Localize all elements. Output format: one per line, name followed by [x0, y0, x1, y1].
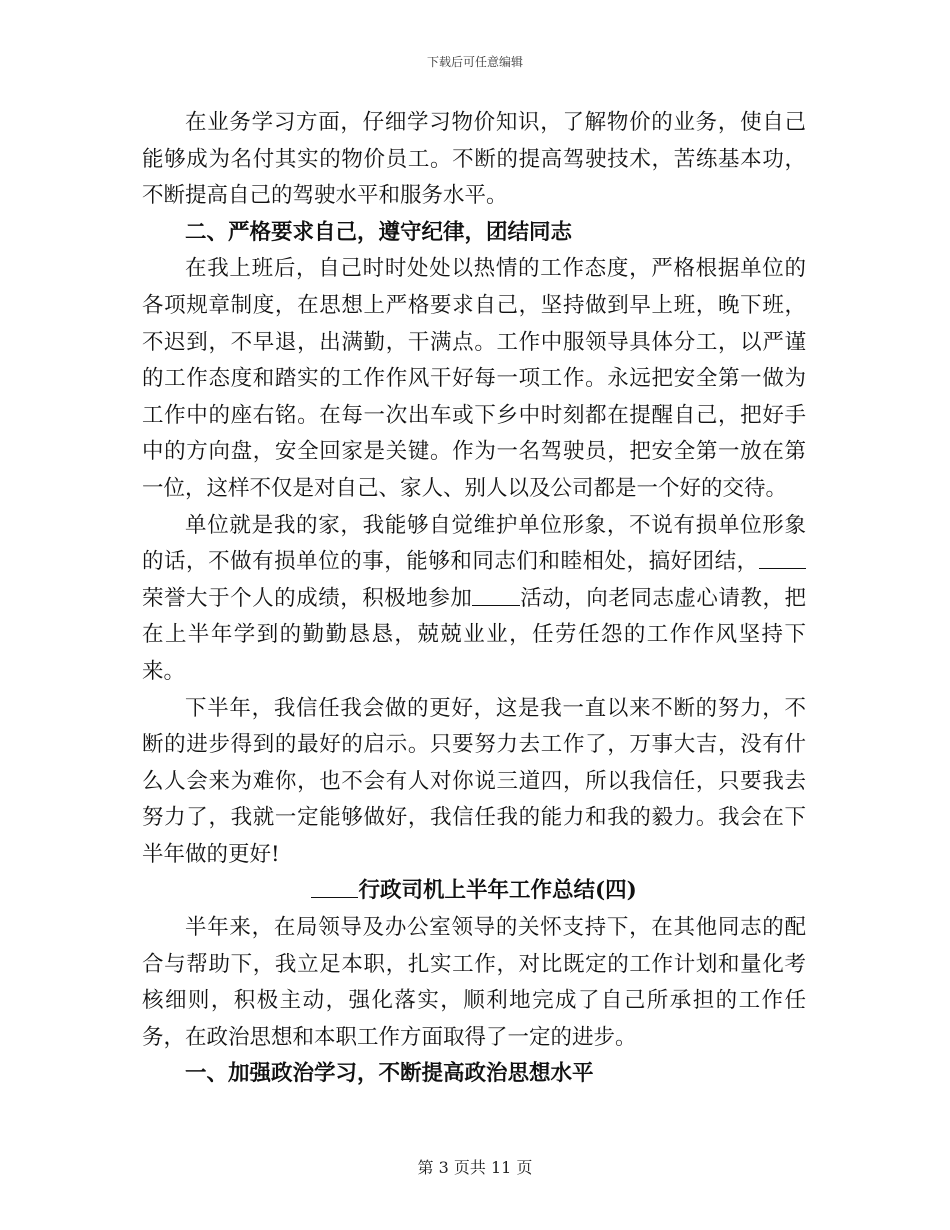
paragraph-business-study: 在业务学习方面，仔细学习物价知识，了解物价的业务，使自己能够成为名付其实的物价员工。不断的提高驾驶技术，苦练基本功，不断提高自己的驾驶水平和服务水平。	[142, 110, 806, 209]
paragraph-unit-image-part-3: 活动，向老同志虚心请教，把在上半年学到的勤勤恳恳，兢兢业业，任劳任怨的工作作风坚持下来。	[142, 585, 806, 684]
blank-line	[759, 549, 806, 569]
section-heading-political-study: 一、加强政治学习，不断提高政治思想水平	[185, 1061, 594, 1087]
paragraph-work-attitude: 在我上班后，自己时时处处以热情的工作态度，严格根据单位的各项规章制度，在思想上严格要求自己，坚持做到早上班，晚下班，不迟到，不早退，出满勤，干满点。工作中服领导具体分工，以严谨的工作态度和踏实的工作作风干好每一项工作。永远把安全第一做为工作中的座右铭。在每一次出车或下乡中时刻都在提醒自己，把好手中的方向盘，安全回家是关键。作为一名驾驶员，把安全第一放在第一位，这样不仅是对自己、家人、别人以及公司都是一个好的交待。	[142, 256, 806, 501]
page-footer: 第 3 页共 11 页	[417, 1158, 533, 1177]
paragraph-unit-image-part-2: 荣誉大于个人的成绩，积极地参加	[142, 585, 473, 611]
page-header: 下载后可任意编辑	[426, 55, 523, 69]
blank-line	[472, 585, 519, 605]
document-body	[142, 105, 806, 1093]
section-heading-discipline: 二、严格要求自己，遵守纪律，团结同志	[185, 219, 573, 245]
article-title	[142, 873, 806, 910]
paragraph-half-year-intro: 半年来，在局领导及办公室领导的关怀支持下，在其他同志的配合与帮助下，我立足本职，扎实工作，对比既定的工作计划和量化考核细则，积极主动，强化落实，顺利地完成了自己所承担的工作任务，在政治思想和本职工作方面取得了一定的进步。	[142, 915, 806, 1050]
article-title-text: 行政司机上半年工作总结(四)	[358, 878, 637, 904]
blank-line	[311, 878, 358, 898]
paragraph-second-half-outlook: 下半年，我信任我会做的更好，这是我一直以来不断的努力，不断的进步得到的最好的启示。只要努力去工作了，万事大吉，没有什么人会来为难你，也不会有人对你说三道四，所以我信任，只要我去努力了，我就一定能够做好，我信任我的能力和我的毅力。我会在下半年做的更好!	[142, 695, 806, 867]
paragraph-unit-image-part-1: 单位就是我的家，我能够自觉维护单位形象，不说有损单位形象的话，不做有损单位的事，能够和同志们和睦相处，搞好团结，	[142, 512, 806, 575]
paragraph-unit-image	[142, 508, 806, 691]
